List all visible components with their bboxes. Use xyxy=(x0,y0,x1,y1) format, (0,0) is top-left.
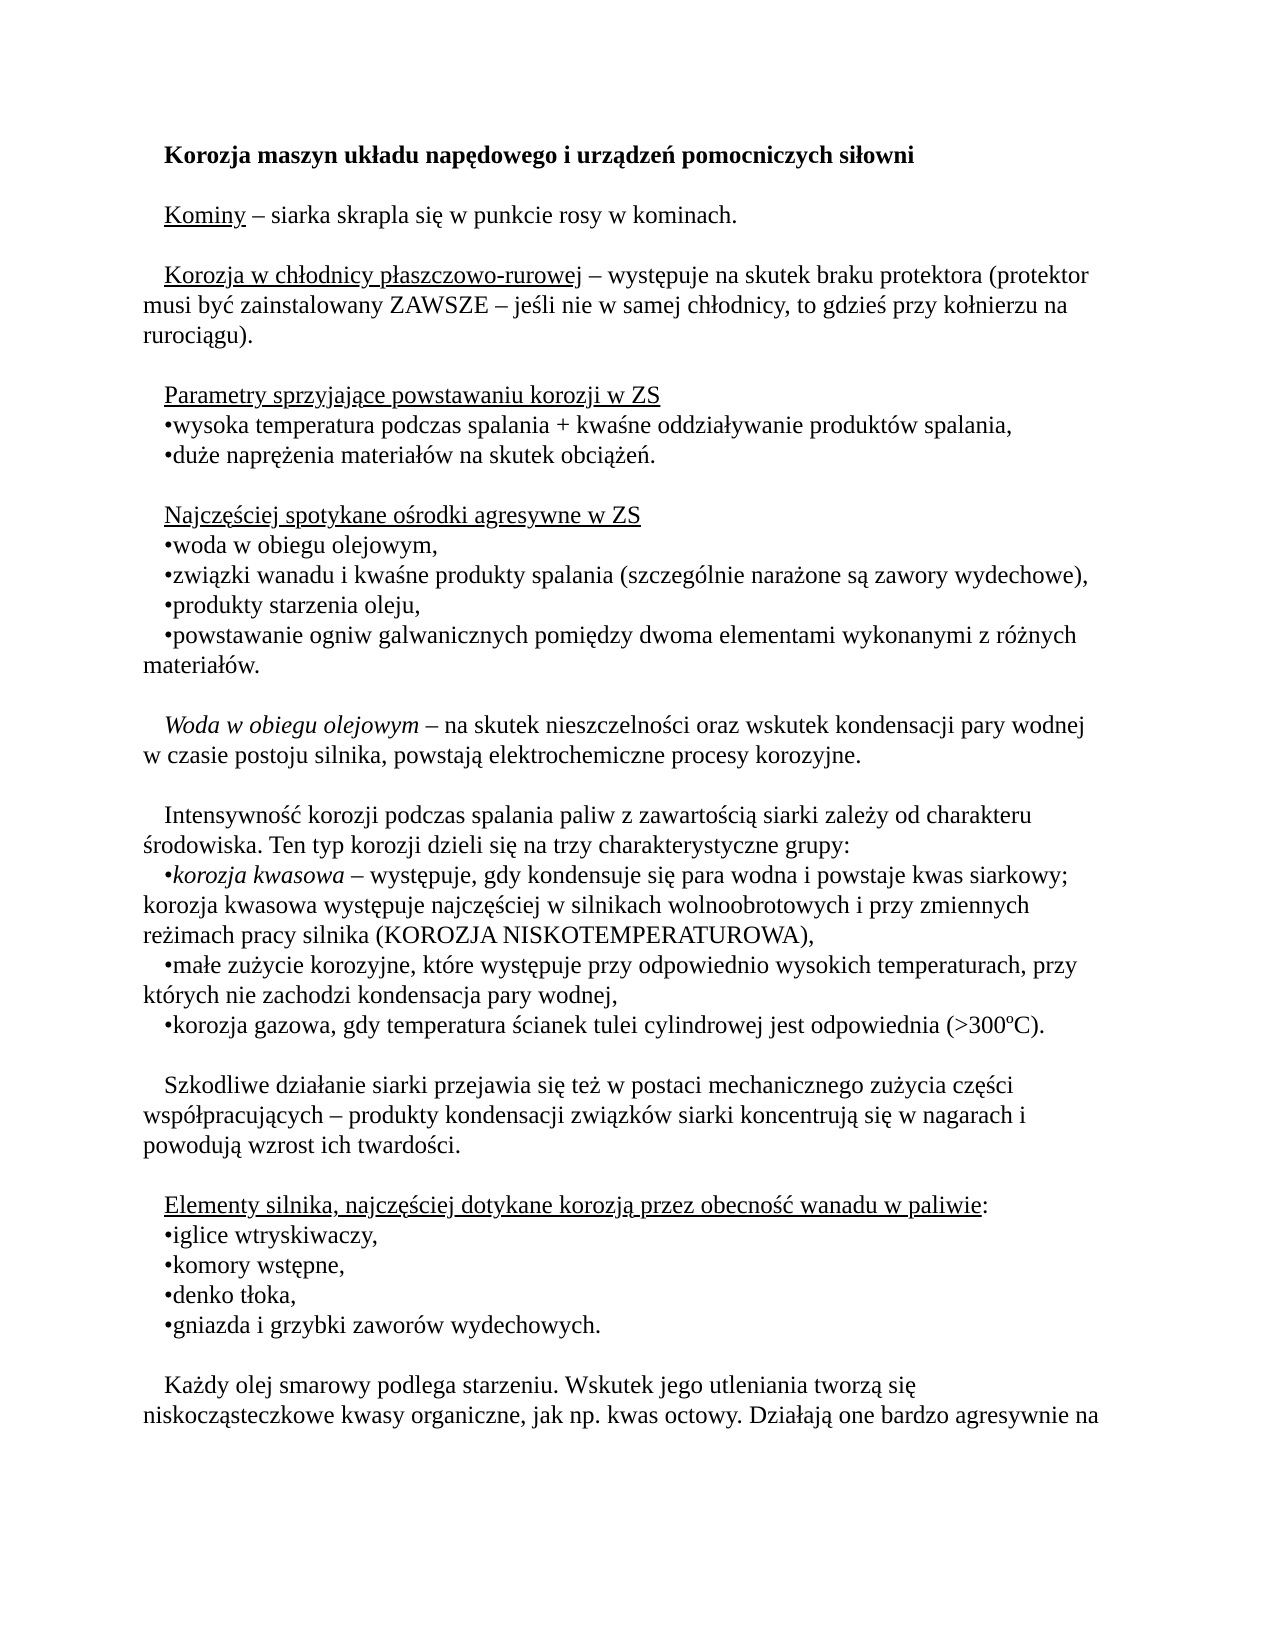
bullet-icon: • xyxy=(164,1312,173,1339)
bullet-icon: • xyxy=(164,592,173,619)
bullet-text: iglice wtryskiwaczy, xyxy=(172,1222,379,1249)
bullet-item xyxy=(143,951,1107,1011)
woda-text: – na skutek nieszczelności oraz wskutek kondensacji pary wodnej w czasie postoju silnika, powstają elektrochemiczne procesy korozyjne. xyxy=(143,712,1086,769)
bullet-text: związki wanadu i kwaśne produkty spalania (szczególnie narażone są zawory wydechowe), xyxy=(172,562,1089,589)
kominy-text: – siarka skrapla się w punkcie rosy w kominach. xyxy=(245,202,738,229)
szkodliwe-block xyxy=(143,1071,1107,1161)
bullet-icon: • xyxy=(164,862,173,889)
woda-lead: Woda w obiegu olejowym xyxy=(164,712,420,739)
chlodnica-block xyxy=(143,261,1107,351)
kominy-block xyxy=(143,201,1107,231)
bullet-icon: • xyxy=(164,562,173,589)
bullet-text: komory wstępne, xyxy=(172,1252,345,1279)
bullet-item xyxy=(143,561,1107,591)
bullet-icon: • xyxy=(164,1222,173,1249)
bullet-text: gniazda i grzybki zaworów wydechowych. xyxy=(172,1312,602,1339)
bullet-item xyxy=(143,1281,1107,1311)
osrodki-section xyxy=(143,501,1107,681)
bullet-item xyxy=(143,1221,1107,1251)
bullet-icon: • xyxy=(164,1282,173,1309)
bullet-text: denko tłoka, xyxy=(172,1282,297,1309)
bullet-text: małe zużycie korozyjne, które występuje przy odpowiednio wysokich temperaturach, przy których nie zachodzi kondensacja pary wodnej, xyxy=(143,952,1078,1009)
bullet-item xyxy=(143,1251,1107,1281)
bullet-item xyxy=(143,591,1107,621)
paragraph-woda xyxy=(143,711,1107,771)
bullet-item xyxy=(143,861,1107,951)
elementy-heading: Elementy silnika, najczęściej dotykane korozją przez obecność wanadu w paliwie xyxy=(164,1192,982,1219)
bullet-icon: • xyxy=(164,442,173,469)
paragraph-szkodliwe: Szkodliwe działanie siarki przejawia się też w postaci mechanicznego zużycia części współpracujących – produkty kondensacji związków siarki koncentrują się w nagarach i powodują wzrost ich twardości. xyxy=(143,1072,1027,1159)
bullet-text: – występuje, gdy kondensuje się para wodna i powstaje kwas siarkowy; korozja kwasowa występuje najczęściej w silnikach wolnoobrotowych i przy zmiennych reżimach pracy silnika (KOROZJA NISKOTEMPERATUROWA), xyxy=(143,862,1069,949)
bullet-item xyxy=(143,411,1107,441)
bullet-icon: • xyxy=(164,412,173,439)
paragraph-kominy xyxy=(143,201,1107,231)
title-block xyxy=(143,141,1107,171)
parametry-heading-line xyxy=(143,381,1107,411)
paragraph-intensywnosc: Intensywność korozji podczas spalania paliw z zawartością siarki zależy od charakteru środowiska. Ten typ korozji dzieli się na trzy charakterystyczne grupy: xyxy=(143,802,1032,859)
bullet-text: duże naprężenia materiałów na skutek obciążeń. xyxy=(172,442,656,469)
bullet-text: korozja gazowa, gdy temperatura ścianek tulei cylindrowej jest odpowiednia (>300ºC). xyxy=(172,1012,1046,1039)
bullet-item xyxy=(143,441,1107,471)
paragraph-olej: Każdy olej smarowy podlega starzeniu. Wskutek jego utleniania tworzą się niskocząsteczkowe kwasy organiczne, jak np. kwas octowy. Działają one bardzo agresywnie na xyxy=(143,1372,1099,1429)
bullet-icon: • xyxy=(164,1012,173,1039)
paragraph-chlodnica xyxy=(143,261,1107,351)
kominy-lead: Kominy xyxy=(164,202,246,229)
bullet-item xyxy=(143,621,1107,681)
bullet-lead-italic: korozja kwasowa xyxy=(172,862,345,889)
bullet-text: produkty starzenia oleju, xyxy=(172,592,421,619)
bullet-text: woda w obiegu olejowym, xyxy=(172,532,438,559)
parametry-section xyxy=(143,381,1107,471)
woda-block xyxy=(143,711,1107,771)
bullet-item xyxy=(143,1011,1107,1041)
chlodnica-lead: Korozja w chłodnicy płaszczowo-rurowej xyxy=(164,262,583,289)
bullet-icon: • xyxy=(164,1252,173,1279)
bullet-text: wysoka temperatura podczas spalania + kwaśne oddziaływanie produktów spalania, xyxy=(172,412,1013,439)
olej-block xyxy=(143,1371,1107,1431)
bullet-icon: • xyxy=(164,532,173,559)
elementy-section xyxy=(143,1191,1107,1341)
parametry-heading: Parametry sprzyjające powstawaniu korozji w ZS xyxy=(164,382,661,409)
bullet-item xyxy=(143,531,1107,561)
bullet-icon: • xyxy=(164,952,173,979)
intensywnosc-section xyxy=(143,801,1107,1041)
bullet-icon: • xyxy=(164,622,173,649)
elementy-heading-line xyxy=(143,1191,1107,1221)
bullet-item xyxy=(143,1311,1107,1341)
elementy-heading-colon: : xyxy=(981,1192,989,1219)
osrodki-heading-line xyxy=(143,501,1107,531)
osrodki-heading: Najczęściej spotykane ośrodki agresywne w ZS xyxy=(164,502,641,529)
bullet-text: powstawanie ogniw galwanicznych pomiędzy dwoma elementami wykonanymi z różnych materiałów. xyxy=(143,622,1077,679)
document-title: Korozja maszyn układu napędowego i urządzeń pomocniczych siłowni xyxy=(164,142,915,169)
chlodnica-text: – występuje na skutek braku protektora (protektor musi być zainstalowany ZAWSZE – jeśli nie w samej chłodnicy, to gdzieś przy kołnierzu na rurociągu). xyxy=(143,262,1089,349)
